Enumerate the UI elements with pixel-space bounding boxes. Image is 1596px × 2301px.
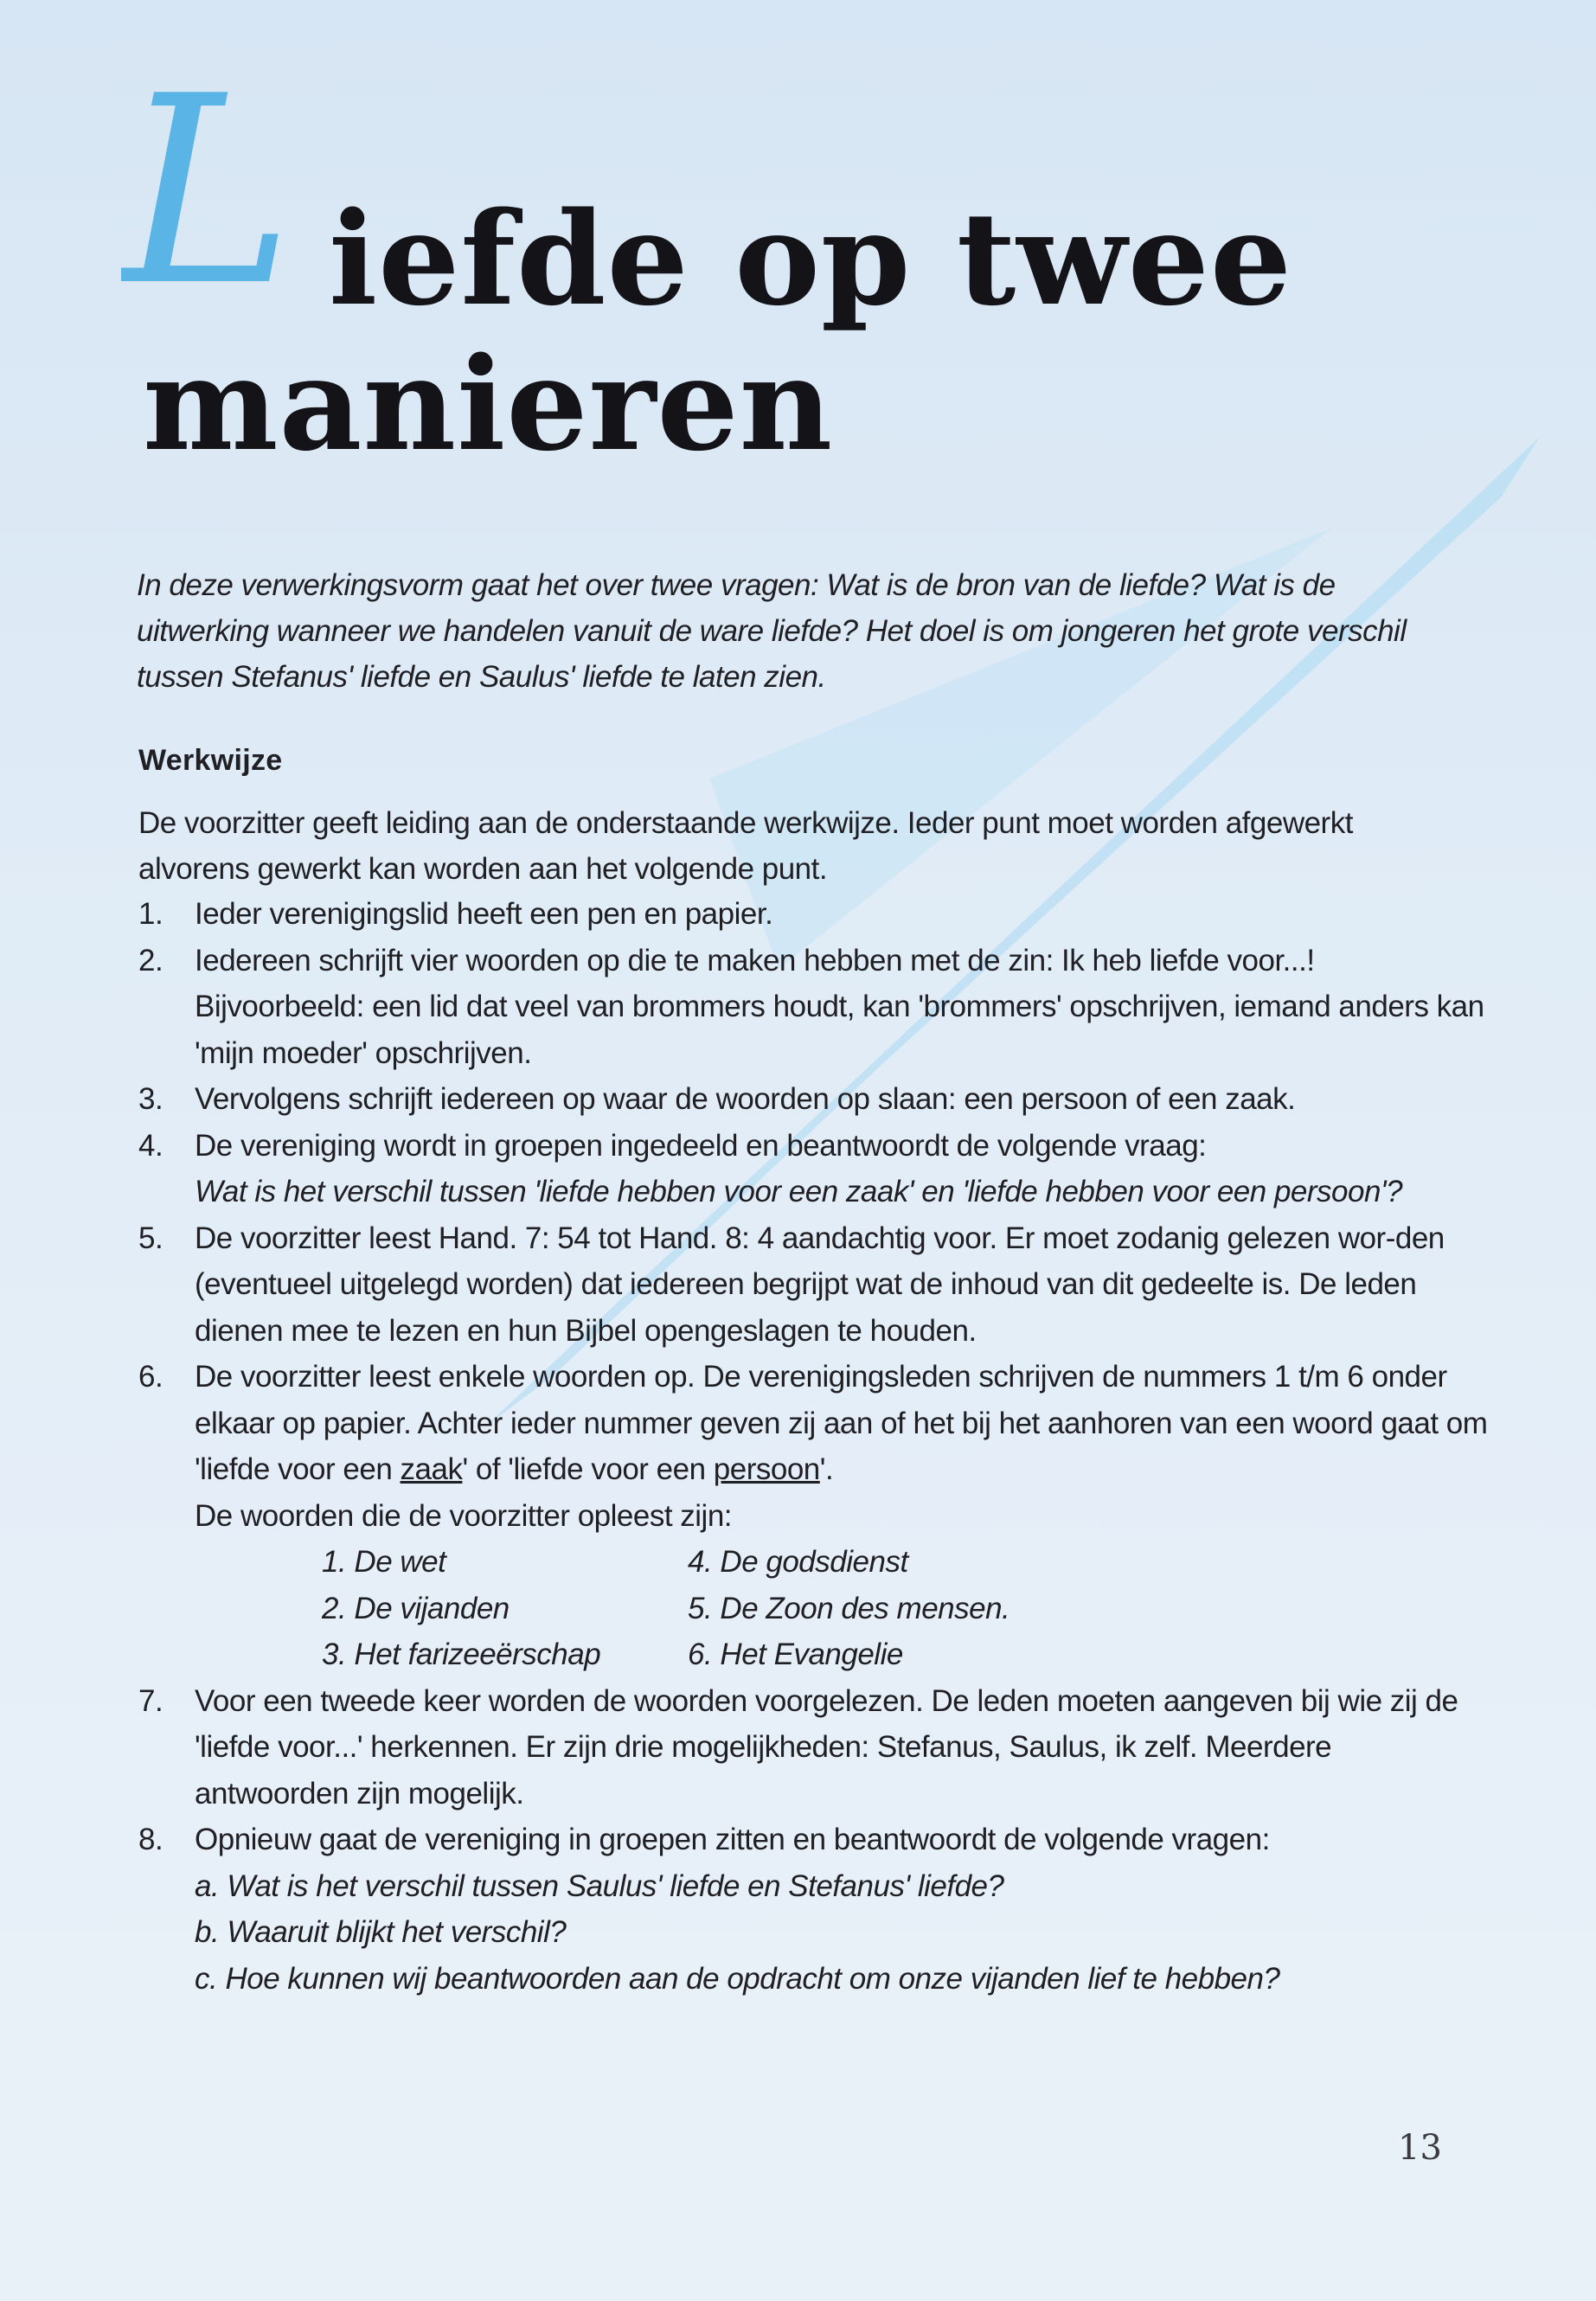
step-text: Opnieuw gaat de vereniging in groepen zitten en beantwoordt de volgende vragen:	[195, 1823, 1270, 1856]
step-2	[138, 938, 1488, 1077]
word-item: 2. De vijanden	[322, 1591, 510, 1625]
svg-text:L: L	[121, 74, 294, 324]
title-line-1: iefde op twee	[329, 183, 1293, 334]
step-number: 1.	[138, 897, 163, 931]
step-8	[138, 1817, 1488, 2002]
step-text: Vervolgens schrijft iedereen op waar de woorden op slaan: een persoon of een zaak.	[195, 1082, 1296, 1116]
step-text: De voorzitter leest enkele woorden op. De verenigingsleden schrijven de nummers 1 t/m 6 onder elkaar op papier. Achter ieder nummer geven zij aan of het bij het aanhoren van een woord gaat om 'liefde voor een zaak' of 'liefde voor een persoon'.	[195, 1360, 1488, 1486]
intro-paragraph: In deze verwerkingsvorm gaat het over twee vragen: Wat is de bron van de liefde? Wat is de uitwerking wanneer we handelen vanuit de ware liefde? Het doel is om jongeren het grote verschil tussen Stefanus' liefde en Saulus' liefde te laten zien.	[137, 568, 1407, 694]
underlined-word-persoon: persoon	[713, 1452, 820, 1486]
step-1	[138, 891, 1488, 938]
step-number: 7.	[138, 1683, 163, 1718]
page-title	[143, 183, 1354, 479]
title-line-2: manieren	[143, 329, 834, 479]
word-item: 4. De godsdienst	[688, 1545, 908, 1579]
step-4	[138, 1123, 1488, 1215]
section-heading: Werkwijze	[138, 744, 283, 777]
word-item: 6. Het Evangelie	[688, 1638, 903, 1671]
words-intro: De woorden die de voorzitter opleest zijn:	[195, 1498, 733, 1533]
step-number: 8.	[138, 1823, 163, 1856]
word-list	[195, 1539, 1488, 1678]
step-5	[138, 1215, 1488, 1355]
word-item: 1. De wet	[322, 1545, 446, 1579]
step-number: 3.	[138, 1082, 163, 1116]
step-text: De voorzitter leest Hand. 7: 54 tot Hand. 8: 4 aandachtig voor. Er moet zodanig gelezen wor-den (eventueel uitgelegd worden) dat iedereen begrijpt wat de inhoud van dit gedeelte is. De leden dienen mee te lezen en hun Bijbel opengeslagen te houden.	[195, 1221, 1445, 1348]
step-question: Wat is het verschil tussen 'liefde hebben voor een zaak' en 'liefde hebben voor een persoon'?	[195, 1175, 1403, 1208]
word-item: 3. Het farizeeërschap	[322, 1638, 601, 1671]
question-c: c. Hoe kunnen wij beantwoorden aan de opdracht om onze vijanden lief te hebben?	[195, 1961, 1280, 1996]
steps-list	[138, 891, 1488, 2002]
page-number: 13	[1398, 2128, 1442, 2168]
step-text: Voor een tweede keer worden de woorden voorgelezen. De leden moeten aangeven bij wie zij de 'liefde voor...' herkennen. Er zijn drie mogelijkheden: Stefanus, Saulus, ik zelf. Meerdere antwoorden zijn mogelijk.	[195, 1683, 1458, 1811]
step-number: 6.	[138, 1360, 163, 1394]
step-number: 5.	[138, 1221, 163, 1255]
step-3	[138, 1076, 1488, 1123]
lead-paragraph: De voorzitter geeft leiding aan de onderstaande werkwijze. Ieder punt moet worden afgewerkt alvorens gewerkt kan worden aan het volgende punt.	[138, 806, 1353, 886]
step-number: 2.	[138, 943, 163, 977]
step-number: 4.	[138, 1128, 163, 1163]
question-b: b. Waaruit blijkt het verschil?	[195, 1915, 567, 1949]
step-text: Iedereen schrijft vier woorden op die te maken hebben met de zin: Ik heb liefde voor...! Bijvoorbeeld: een lid dat veel van brommers houdt, kan 'brommers' opschrijven, iemand anders kan 'mijn moeder' opschrijven.	[195, 943, 1484, 1070]
step-6	[138, 1354, 1488, 1678]
question-a: a. Wat is het verschil tussen Saulus' liefde en Stefanus' liefde?	[195, 1868, 1004, 1903]
step-text: De vereniging wordt in groepen ingedeeld en beantwoordt de volgende vraag:	[195, 1128, 1207, 1163]
underlined-word-zaak: zaak	[400, 1452, 463, 1486]
word-item: 5. De Zoon des mensen.	[688, 1591, 1010, 1625]
step-text: Ieder verenigingslid heeft een pen en papier.	[195, 897, 773, 931]
step-7	[138, 1678, 1488, 1817]
